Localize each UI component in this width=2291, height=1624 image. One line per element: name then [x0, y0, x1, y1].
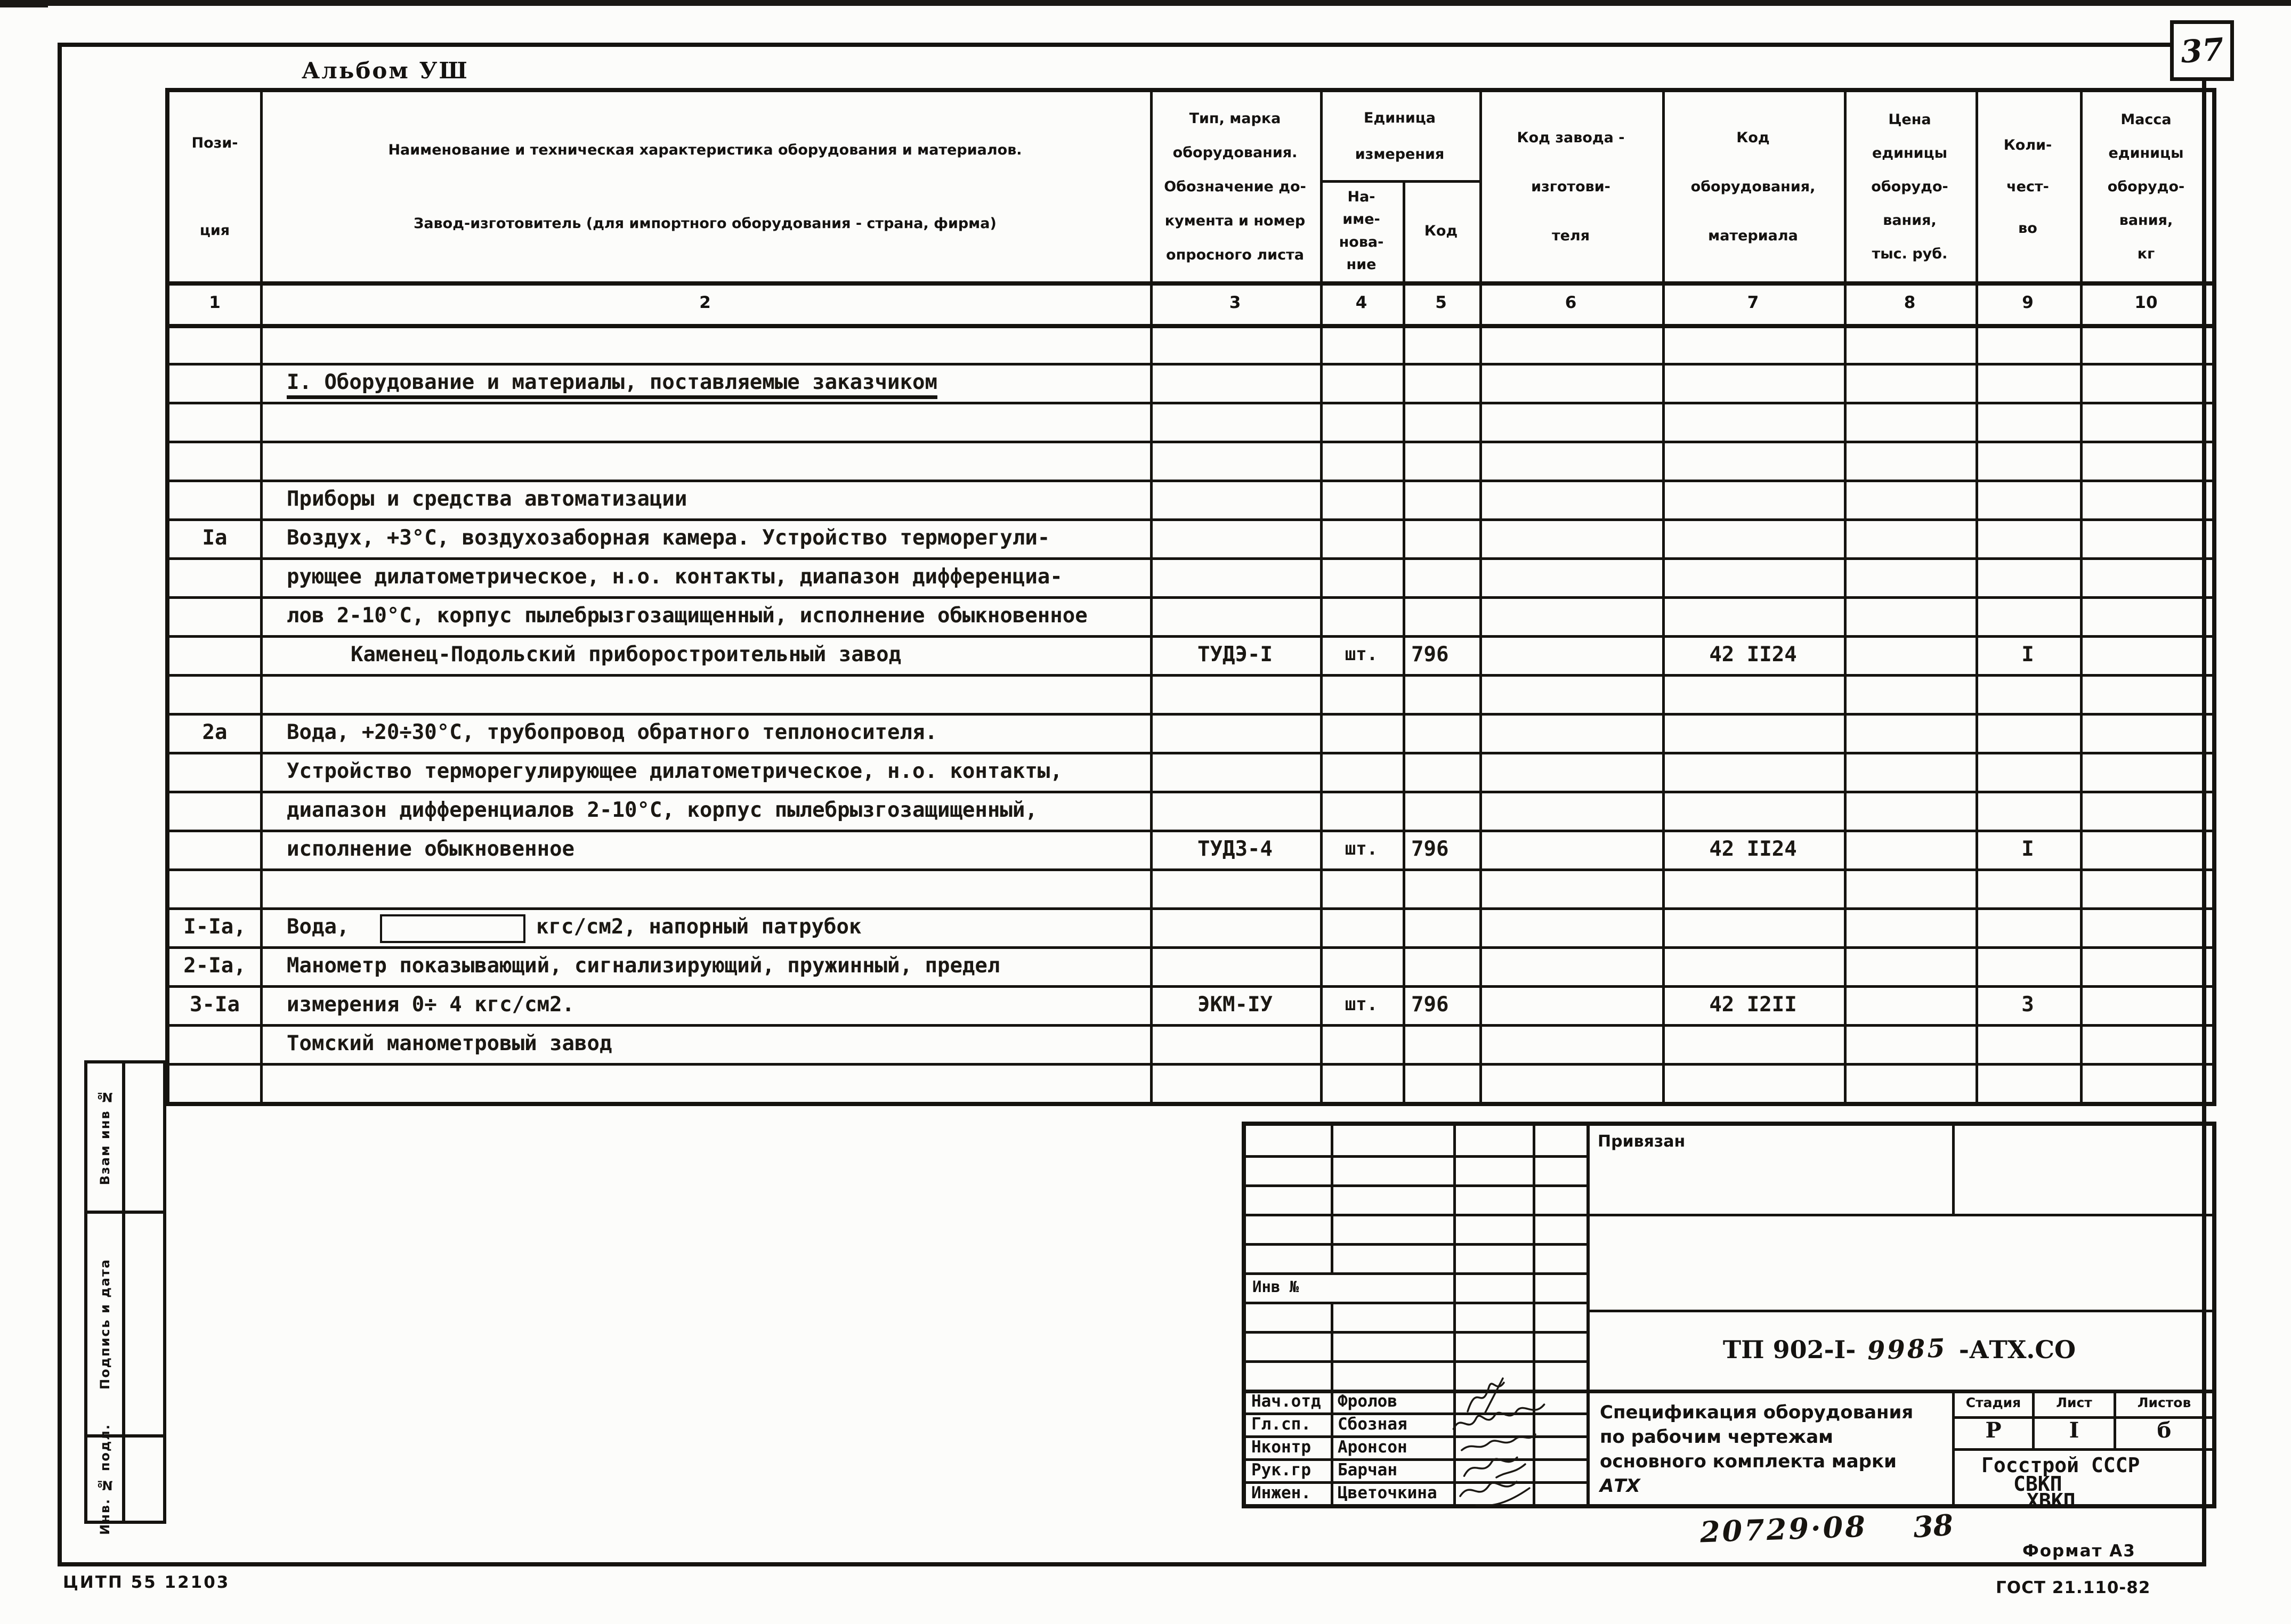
- header-line: опросного листа: [1166, 246, 1304, 263]
- header-line: нова-: [1339, 233, 1384, 250]
- header-line: ние: [1346, 256, 1377, 273]
- signer-role: Нконтр: [1251, 1438, 1311, 1457]
- header-line: материала: [1708, 227, 1798, 244]
- margin-box: [87, 1423, 163, 1535]
- cell-equip-code: 42 I2II: [1709, 993, 1797, 1017]
- section-heading: [287, 363, 937, 402]
- grid-line-h: [169, 1063, 2212, 1066]
- header-line: теля: [1551, 227, 1590, 244]
- grid-line-v: [1662, 92, 1665, 1102]
- project-title-line: АТХ: [1600, 1475, 1640, 1497]
- signer-role: Нач.отд: [1251, 1392, 1321, 1411]
- header-mass: [2080, 92, 2212, 281]
- header-line: Цена: [1888, 111, 1931, 128]
- stage-value: Р: [1985, 1418, 2002, 1443]
- grid-line-v: [1479, 92, 1482, 1102]
- header-line: ция: [199, 222, 230, 239]
- sheet-value: I: [2069, 1418, 2079, 1443]
- grid-line-v: [1150, 92, 1153, 1102]
- grid-line-v: [260, 92, 263, 1102]
- header-position: [169, 92, 260, 281]
- col-number: 10: [2134, 293, 2158, 312]
- margin-label-cell: [87, 1214, 125, 1434]
- header-line: Код завода -: [1517, 129, 1625, 147]
- header-line: Единица: [1364, 109, 1436, 126]
- grid-line-v: [1331, 1126, 1333, 1272]
- scan-artifact-corner: [0, 0, 48, 7]
- grid-line-h: [1246, 1214, 2212, 1216]
- col-number: 3: [1229, 293, 1241, 312]
- footer-publisher-code: ЦИТП 55 12103: [63, 1573, 230, 1592]
- col-number: 4: [1355, 293, 1367, 312]
- cell-name: рующее дилатометрическое, н.о. контакты, диапазон дифференциа-: [287, 565, 1063, 589]
- col-number: 2: [699, 293, 711, 312]
- header-line: Наименование и техническая характеристика оборудования и материалов.: [388, 142, 1022, 159]
- grid-line-v: [2080, 92, 2083, 1102]
- col-number: 9: [2022, 293, 2034, 312]
- col-number: 6: [1565, 293, 1577, 312]
- cell-name: кгс/см2, напорный патрубок: [536, 915, 862, 939]
- col-number: 8: [1904, 293, 1916, 312]
- grid-line-h: [1246, 1184, 1586, 1187]
- grid-line-h: [1246, 1302, 1586, 1304]
- header-line: единицы: [1872, 145, 1948, 161]
- grid-line-h: [169, 674, 2212, 677]
- org-line: СВКП: [2013, 1472, 2062, 1496]
- cell-name: Воздух, +3°С, воздухозаборная камера. Устройство терморегули-: [287, 526, 1050, 550]
- doc-prefix: ТП 902-I-: [1722, 1335, 1856, 1364]
- header-plant-code: [1479, 92, 1662, 281]
- header-line: кг: [2137, 246, 2155, 262]
- section-heading-text: I. Оборудование и материалы, поставляемые заказчиком: [287, 370, 937, 399]
- doc-designation: [1586, 1310, 2212, 1390]
- spec-table: [165, 88, 2216, 1106]
- header-line: Код: [1736, 129, 1770, 147]
- cell-qty: I: [2021, 837, 2034, 861]
- grid-line-h: [1320, 180, 1479, 183]
- margin-box: [87, 1063, 163, 1214]
- cell-pos: 2-Iа,: [183, 954, 246, 978]
- cell-name: диапазон дифференциалов 2-10°С, корпус пылебрызгозащищенный,: [287, 798, 1038, 822]
- org-line: ХВКП: [2027, 1489, 2076, 1513]
- cell-name: Томский манометровый завод: [287, 1032, 612, 1055]
- header-line: оборудо-: [1871, 178, 1948, 195]
- grid-line-h: [1246, 1272, 1586, 1275]
- margin-label-cell: [87, 1423, 125, 1535]
- sheet-label: Лист: [2056, 1395, 2092, 1410]
- stage-label: Стадия: [1965, 1395, 2021, 1410]
- header-line: Код: [1424, 222, 1458, 239]
- cell-unit: шт.: [1345, 994, 1378, 1015]
- header-name: [260, 92, 1150, 281]
- col-number: 7: [1747, 293, 1759, 312]
- format-note: Формат А3: [2022, 1541, 2136, 1561]
- margin-label: Инв. № подл.: [97, 1423, 112, 1535]
- grid-line-h: [169, 281, 2212, 286]
- header-unit-code: [1403, 180, 1479, 281]
- header-equip-code: [1662, 92, 1844, 281]
- signer-role: Рук.гр: [1251, 1460, 1311, 1480]
- inv-no-label: Инв №: [1252, 1278, 1299, 1296]
- header-line: кумента и номер: [1164, 212, 1306, 229]
- header-unit-group: [1320, 92, 1479, 180]
- header-unit-name: [1320, 180, 1403, 281]
- signature-icon: [1455, 1472, 1535, 1509]
- cell-name: Манометр показывающий, сигнализирующий, пружинный, предел: [287, 954, 1000, 978]
- cell-name: Устройство терморегулирующее дилатометрическое, н.о. контакты,: [287, 759, 1063, 783]
- cell-name: исполнение обыкновенное: [287, 837, 575, 861]
- doc-suffix: -АТХ.СО: [1958, 1335, 2076, 1364]
- page-number-box: [2170, 20, 2234, 81]
- sheets-label: Листов: [2137, 1395, 2191, 1410]
- handwritten-code: 20729·08: [1699, 1509, 1868, 1549]
- cell-name: Каменец-Подольский приборостроительный завод: [351, 643, 902, 667]
- grid-line-h: [1246, 1360, 1586, 1363]
- cell-pos: Iа: [202, 526, 228, 550]
- margin-label: Взам инв №: [97, 1089, 112, 1185]
- project-title-line: Спецификация оборудования: [1600, 1402, 1914, 1423]
- header-line: Коли-: [2003, 136, 2052, 153]
- cell-pos: 2а: [202, 720, 228, 744]
- signer-name: Фролов: [1338, 1392, 1397, 1411]
- cell-type: ТУДЗ-4: [1197, 837, 1273, 861]
- grid-line-v: [1320, 92, 1323, 1102]
- cell-qty: I: [2021, 643, 2034, 667]
- signer-role: Гл.сп.: [1251, 1415, 1311, 1434]
- signer-name: Цветочкина: [1338, 1483, 1437, 1503]
- grid-line-v: [1844, 92, 1847, 1102]
- cell-pos: I-Iа,: [183, 915, 246, 939]
- signer-role: Инжен.: [1251, 1483, 1311, 1503]
- grid-line-h: [169, 402, 2212, 404]
- margin-label: Подпись и дата: [97, 1258, 112, 1390]
- cell-name: измерения 0÷ 4 кгс/см2.: [287, 993, 575, 1017]
- doc-number-handwritten: 9985: [1867, 1333, 1948, 1366]
- margin-box: [87, 1214, 163, 1438]
- privyazan-note: Привязан: [1598, 1132, 1686, 1151]
- scan-artifact-top: [0, 0, 2291, 6]
- grid-line-v: [1403, 180, 1405, 1102]
- grid-line-h: [1246, 1331, 1586, 1334]
- header-quantity: [1976, 92, 2080, 281]
- cell-name: Вода, +20÷30°С, трубопровод обратного теплоносителя.: [287, 720, 937, 744]
- title-block: [1242, 1122, 2216, 1513]
- cell-name: лов 2-10°С, корпус пылебрызгозащищенный, исполнение обыкновенное: [287, 604, 1088, 628]
- project-title: [1590, 1393, 1952, 1504]
- header-line: Масса: [2120, 111, 2172, 128]
- header-line: единицы: [2108, 145, 2184, 161]
- grid-line-v: [1952, 1126, 1955, 1214]
- cell-equip-code: 42 II24: [1709, 837, 1797, 861]
- header-line: измерения: [1355, 146, 1445, 163]
- grid-line-h: [1246, 1243, 1586, 1246]
- grid-line-h: [169, 907, 2212, 910]
- grid-line-h: [1952, 1448, 2212, 1451]
- header-line: изготови-: [1531, 178, 1610, 195]
- left-margin-strip: [84, 1060, 166, 1535]
- grid-line-h: [169, 441, 2212, 443]
- cell-name: Вода,: [287, 915, 350, 939]
- col-number: 1: [209, 293, 221, 312]
- grid-line-h: [169, 324, 2212, 328]
- header-line: чест-: [2006, 178, 2049, 195]
- sheets-value: б: [2157, 1418, 2172, 1443]
- cell-unit-code: 796: [1411, 643, 1449, 667]
- header-line: име-: [1342, 211, 1380, 228]
- header-line: во: [2018, 220, 2037, 237]
- header-line: оборудования,: [1690, 178, 1816, 195]
- header-line: оборудо-: [2107, 178, 2185, 195]
- blank-value-box: [380, 914, 525, 943]
- col-number: 5: [1435, 293, 1447, 312]
- cell-unit: шт.: [1345, 838, 1378, 859]
- cell-unit-code: 796: [1411, 837, 1449, 861]
- gost-note: ГОСТ 21.110-82: [1996, 1578, 2151, 1597]
- header-type: [1150, 92, 1320, 281]
- header-line: вания,: [1883, 212, 1937, 229]
- signer-name: Сбозная: [1338, 1415, 1407, 1434]
- margin-label-cell: [87, 1063, 125, 1211]
- signer-name: Аронсон: [1338, 1438, 1407, 1457]
- cell-name: Приборы и средства автоматизации: [287, 487, 687, 511]
- grid-line-h: [1246, 1155, 1586, 1158]
- header-line: Обозначение до-: [1164, 178, 1306, 195]
- grid-line-v: [1976, 92, 1978, 1102]
- header-line: вания,: [2119, 212, 2173, 229]
- header-line: Пози-: [191, 135, 238, 152]
- cell-qty: 3: [2021, 993, 2034, 1017]
- cell-pos: 3-Iа: [190, 993, 240, 1017]
- header-line: На-: [1347, 188, 1375, 205]
- header-line: тыс. руб.: [1872, 246, 1948, 262]
- header-line: оборудования.: [1172, 144, 1298, 161]
- org-line: Госстрой СССР: [1981, 1454, 2140, 1477]
- header-line: Завод-изготовитель (для импортного оборудования - страна, фирма): [414, 215, 997, 232]
- grid-line-v: [1453, 1126, 1456, 1504]
- header-price: [1844, 92, 1976, 281]
- album-title: Альбом УШ: [302, 58, 469, 84]
- header-line: Тип, марка: [1189, 110, 1281, 127]
- cell-unit: шт.: [1345, 644, 1378, 665]
- signer-name: Барчан: [1338, 1460, 1397, 1480]
- page-number: 37: [2179, 31, 2225, 70]
- project-title-line: по рабочим чертежам: [1600, 1426, 1833, 1448]
- cell-type: ТУДЭ-I: [1197, 643, 1273, 667]
- cell-equip-code: 42 II24: [1709, 643, 1797, 667]
- project-title-line: основного комплекта марки: [1600, 1450, 1897, 1472]
- handwritten-sheet-number: 38: [1912, 1507, 1955, 1545]
- grid-line-h: [169, 868, 2212, 871]
- cell-unit-code: 796: [1411, 993, 1449, 1017]
- cell-type: ЭКМ-IУ: [1197, 993, 1273, 1017]
